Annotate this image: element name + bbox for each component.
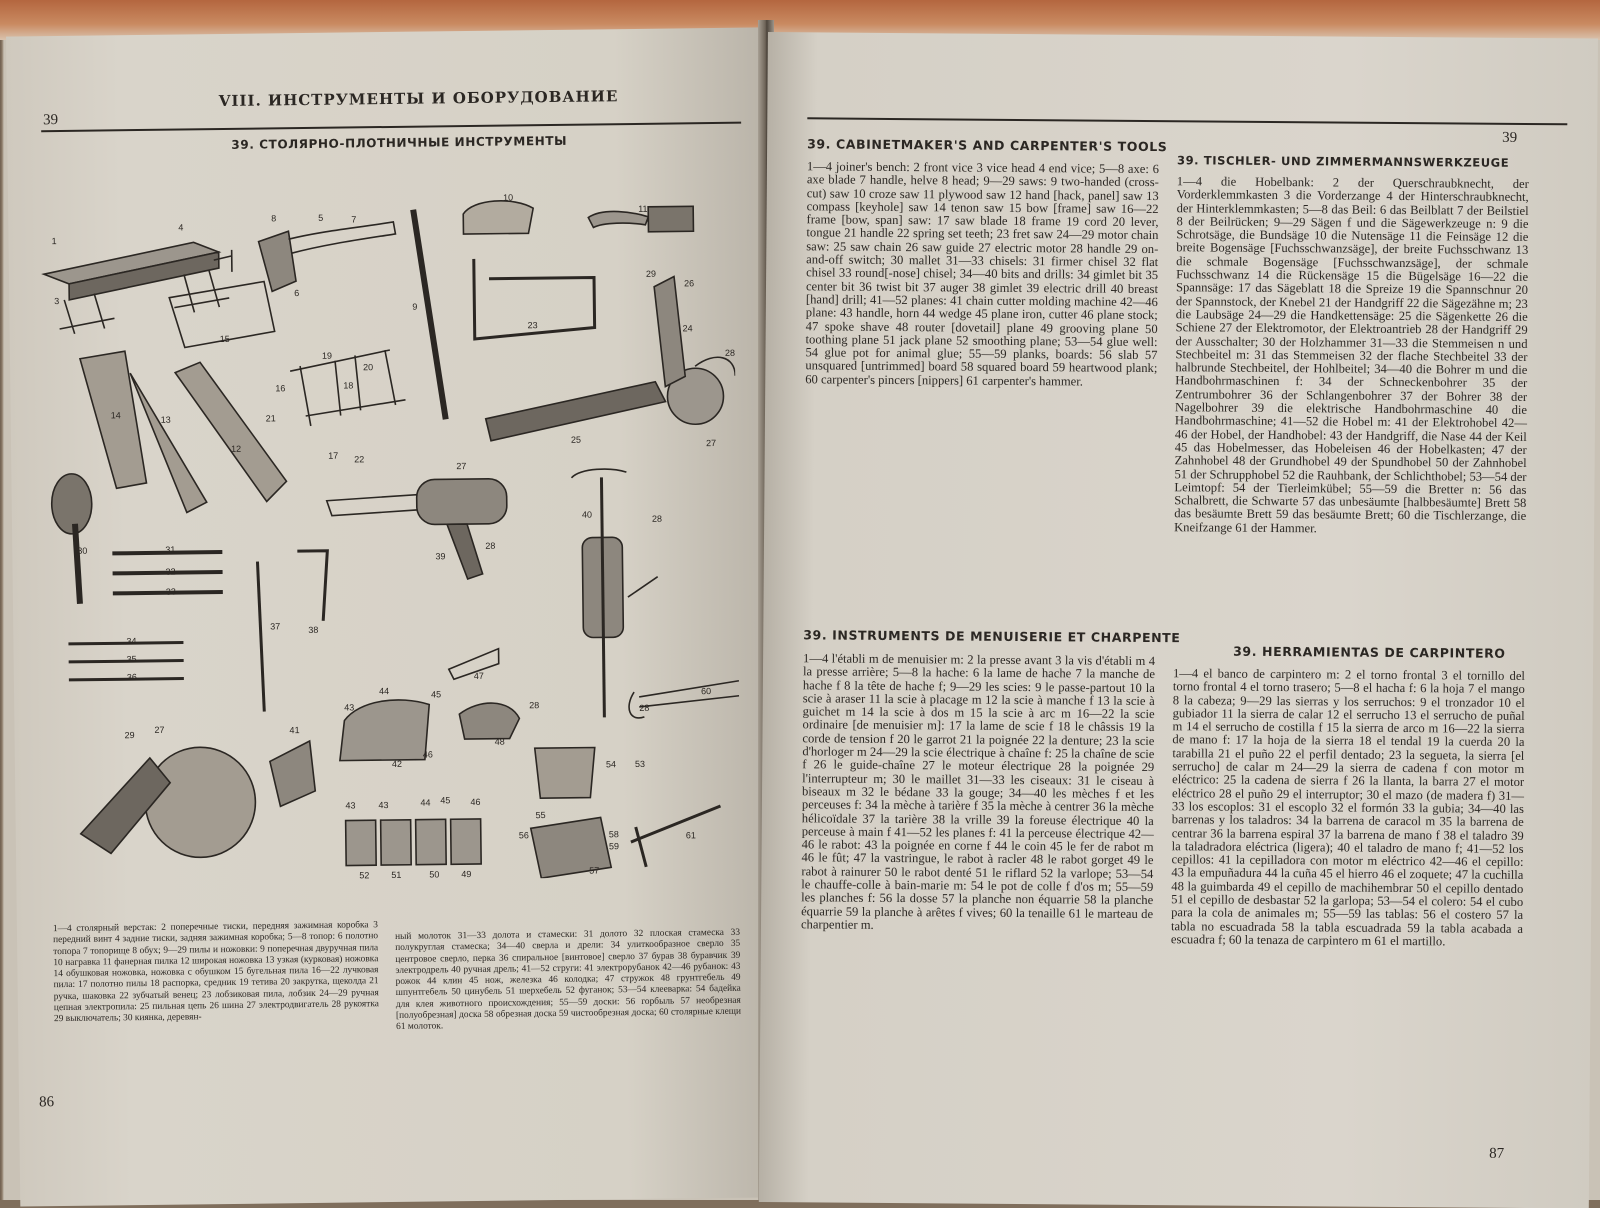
auger-drawing: [257, 562, 264, 712]
svg-text:13: 13: [160, 414, 171, 425]
svg-text:27: 27: [154, 724, 165, 735]
hammer-drawing: [630, 806, 721, 867]
svg-text:45: 45: [440, 795, 451, 806]
crosscut-saw-drawing: [413, 209, 446, 419]
svg-text:36: 36: [126, 672, 137, 683]
svg-text:49: 49: [461, 869, 472, 880]
svg-text:15: 15: [219, 333, 230, 345]
tools-illustration: [33, 176, 741, 884]
svg-text:17: 17: [328, 450, 339, 461]
russian-caption-column-2: ный молоток 31—33 долота и стамески: 31 долото 32 плоская стамеска 33 полукруглая стамеска; 34—40 сверла и дрели: 34 улиткообразное сверло 35 центровое сверло, перка 36 спиральное [винтовое] сверло 37 бурав 38 буравчик 39 электродрель 40 ручная дрель; 41—52 струги: 41 электрорубанок 42—46 рубанок: 43 рожок 44 клин 45 нож, железка 46 колодка; 47 стружок 48 грунтгебель 49 шпунтгебель 50 цинубель 51 шерхебель 52 фуганок; 53—54 клееварка: 54 бадейка для клея животного происхождения; 55—59 доски: 56 горбыль 57 необрезная [полуобрезная] доска 58 обрезная доска 59 чистообрезная доска; 60 столярные клещи 61 молоток.: [394, 927, 742, 1033]
svg-text:12: 12: [231, 443, 242, 454]
svg-text:33: 33: [165, 586, 176, 597]
svg-text:46: 46: [422, 749, 433, 760]
section-title-ru: 39. СТОЛЯРНО-ПЛОТНИЧНЫЕ ИНСТРУМЕНТЫ: [231, 133, 568, 152]
russian-caption-column-1: 1—4 столярный верстак: 2 поперечные тиски, передняя зажимная коробка 3 передний винт 4 задние тиски, задняя зажимная коробка; 5—8 топор: 6 полотно топора 7 топорище 8 обух; 9—29 пилы и ножовки: 9 поперечная двуручная пила 10 награвка 11 фанерная пилка 12 широкая ножовка 13 узкая (курковая) ножовка 14 обушковая ножовка, ножовка с обушком 15 бугельная пила 16—22 лучковая пила: 17 полотно пилы 18 распорка, средник 19 тетива 20 закрутка, щеколда 21 ручка, шаковка 22 зубчатый венец; 23 лобзиковая пила, лобзик 24—29 ручная цепная электропила: 25 пильная цепь 26 шина 27 электродвигатель 28 рукоятка 29 выключатель; 30 киянка, деревян-: [52, 920, 379, 1025]
section-title-es: 39. HERRAMIENTAS DE CARPINTERO: [1233, 643, 1506, 661]
mallet-drawing: [51, 474, 93, 604]
svg-text:29: 29: [124, 730, 135, 741]
svg-text:44: 44: [378, 686, 390, 697]
router-plane-drawing: [459, 703, 519, 739]
right-page-number-top: 39: [1502, 129, 1518, 146]
svg-text:28: 28: [639, 702, 650, 713]
svg-text:43: 43: [378, 800, 389, 811]
right-page: [759, 32, 1598, 1208]
svg-text:5: 5: [318, 212, 324, 223]
axe-drawing: [258, 222, 396, 292]
croze-saw-drawing: [463, 200, 533, 234]
svg-text:44: 44: [420, 797, 431, 808]
electric-drill-drawing: [326, 479, 507, 581]
svg-text:40: 40: [581, 509, 592, 520]
header-rule: [41, 122, 741, 132]
svg-text:41: 41: [289, 725, 300, 736]
right-page-number-bottom: 87: [1489, 1145, 1505, 1162]
svg-text:20: 20: [363, 362, 374, 373]
svg-text:28: 28: [529, 700, 540, 711]
svg-text:26: 26: [684, 278, 695, 289]
svg-text:28: 28: [485, 540, 496, 551]
special-planes-drawing: [346, 819, 482, 866]
svg-text:38: 38: [308, 624, 319, 635]
svg-text:57: 57: [589, 865, 600, 876]
svg-text:11: 11: [638, 203, 648, 214]
svg-text:51: 51: [391, 869, 402, 880]
svg-text:52: 52: [359, 870, 370, 881]
svg-text:4: 4: [178, 222, 184, 233]
svg-text:21: 21: [265, 413, 276, 424]
svg-text:7: 7: [351, 214, 357, 225]
gimlet-drawing: [297, 551, 328, 621]
svg-text:56: 56: [518, 830, 529, 841]
english-text: 1—4 joiner's bench: 2 front vice 3 vice head 4 end vice; 5—8 axe: 6 axe blade 7 handle, helve 8 head; 9—29 saws: 9 two-handed (cross-cut) saw 10 croze saw 11 plywood saw 12 hand [hack, panel] saw 13 compass [keyhole] saw 14 tenon saw 15 bow [frame] saw 16—22 frame [bow, span] saw: 17 saw blade 18 frame 19 cord 20 lever, tongue 21 handle 22 spring set teeth; 23 fret saw 24—29 motor chain saw: 25 saw chain 26 saw guide 27 electric motor 28 handle 29 on-and-off switch; 30 mallet 31—33 chisels: 31 firmer chisel 32 flat chisel 33 round[-nose] chisel; 34—40 bits and drills: 34 gimlet bit 35 center bit 36 twist bit 37 auger 38 gimlet 39 electric drill 40 breast [hand] drill; 41—52 planes: 41 chain cutter molding machine 42—46 plane: 43 handle, horn 44 wedge 45 plane iron, cutter 46 plane stock; 47 spoke shave 48 router [dovetail] plane 49 grooving plane 50 toothing plane 51 jack plane 52 smoothing plane; 53—54 glue well: 54 glue pot for animal glue; 55—59 planks, boards: 56 slab 57 unsquared [untrimmed] board 58 squared board 59 heartwood plank; 60 carpenter's pincers [nippers] 61 carpenter's hammer.: [805, 159, 1159, 389]
german-text: 1—4 die Hobelbank: 2 der Querschraubknecht, der Vorderklemmkasten 3 die Vorderzange 4 der Hinterschraubknecht, der Hinterklemmkasten; 5—8 das Beil: 6 das Beilblatt 7 der Beilstiel 8 der Beilrücken; 9—29 Sägen f und die Sägewerkzeuge n: 9 die Schrotsäge, die Bundsäge 10 die Nutensäge 11 die Feinsäge 12 die breite Bogensäge [Fuchsschwanzsäge], der breite Fuchsschwanz 13 die schmale Bogensäge [Fuchsschwanzsäge], der schmale Fuchsschwanz 14 die Rückensäge 15 die Bügelsäge 16—22 die Spannsäge: 17 das Sägeblatt 18 die Spreize 19 die Spannschnur 20 der Spannstock, der Knebel 21 der Handgriff 22 die Sägezähne m; 23 die Laubsäge 24—29 die Handkettensäge: 25 die Sägenkette 26 die Schiene 27 der Elektromotor, der Elektroantrieb 28 der Handgriff 29 der Ausschalter; 30 der Holzhammer 31—33 die Stemmeisen n und Stechbeitel m: 31 das Stemmeisen 32 der flache Stechbeitel 33 der halbrunde Stechbeitel, der Hohlbeitel; 34—40 die Bohrer m und die Handbohrmaschinen f: 34 der Schneckenbohrer 35 der Zentrumbohrer 36 der Schlangenbohrer 37 der Bohrer 38 der Nagelbohrer 39 die elektrische Handbohrmaschine 40 die Handbohrmaschine; 41—52 die Hobel m: 41 der Elektrohobel 42—46 der Hobel, der Handhobel: 43 der Handgriff, die Nase 44 der Keil 45 das Hobelmesser, das Hobeleisen 46 der Hobelkasten; 47 der Zahnhobel 48 der Grundhobel 49 der Spundhobel 50 der Zahnhobel 51 der Schrupphobel 52 die Rauhbank, der Schlichthobel; 53—54 der Leimtopf: 54 der Tierleimkübel; 55—59 die Bretter n: 56 das Schalbrett, die Schwarte 57 das unbesäumte [halbbesäumte] Brett 58 das besäumte Brett 59 das besäumte Brett; 60 die Tischlerzange, die Kneifzange 61 der Hammer.: [1174, 174, 1529, 536]
svg-text:59: 59: [608, 841, 620, 852]
svg-text:31: 31: [165, 544, 176, 555]
section-title-fr: 39. INSTRUMENTS DE MENUISERIE ET CHARPENTE: [803, 627, 1181, 646]
svg-text:28: 28: [651, 513, 663, 524]
workbench-drawing: [44, 242, 233, 334]
svg-text:16: 16: [275, 383, 286, 394]
svg-text:3: 3: [54, 296, 60, 307]
svg-text:23: 23: [527, 320, 538, 331]
svg-text:14: 14: [110, 410, 121, 421]
glue-pot-drawing: [535, 748, 596, 799]
svg-text:29: 29: [645, 268, 657, 279]
svg-text:47: 47: [473, 670, 484, 681]
svg-text:27: 27: [705, 437, 717, 449]
section-title-en: 39. CABINETMAKER'S AND CARPENTER'S TOOLS: [807, 136, 1168, 155]
svg-text:60: 60: [701, 686, 712, 697]
left-page: [6, 27, 780, 1206]
svg-text:28: 28: [724, 347, 736, 358]
svg-text:27: 27: [456, 461, 467, 472]
svg-text:25: 25: [570, 434, 582, 445]
left-page-number-bottom: 86: [38, 1094, 55, 1111]
svg-text:42: 42: [391, 758, 403, 769]
svg-text:37: 37: [270, 621, 281, 632]
chain-cutter-machine-drawing: [80, 741, 316, 859]
svg-text:22: 22: [354, 454, 365, 465]
svg-text:58: 58: [608, 829, 619, 840]
svg-text:19: 19: [321, 350, 333, 361]
svg-text:61: 61: [685, 830, 696, 841]
chainsaw-drawing: [484, 276, 736, 441]
svg-text:10: 10: [502, 192, 514, 203]
svg-text:32: 32: [165, 566, 176, 577]
svg-text:43: 43: [345, 800, 356, 811]
svg-text:46: 46: [470, 796, 481, 808]
svg-text:53: 53: [634, 758, 646, 770]
svg-text:6: 6: [294, 288, 300, 299]
spanish-text: 1—4 el banco de carpintero m: 2 el torno frontal 3 el tornillo del torno frontal 4 el torno trasero; 5—8 el hacha f: 6 la hoja 7 el mango 8 la cabeza; 9—29 las sierras y los serruchos: 9 el tronzador 10 el gubiador 11 la sierra de calar 12 el serrucho 13 el serrucho de puñal m 14 el serrucho de costilla f 15 la sierra de arco m 16—22 la sierra de mano f: 17 la hoja de la sierra 18 el tendal 19 la cuerda 20 la tarabilla 21 el puño 22 el perfil dentado; 23 la segueta, la sierra [el serrucho] de calar m 24—29 la sierra de cadena f con motor m eléctrico: 25 la cadena de sierra f 26 la llanta, la barra 27 el motor eléctrico 28 el puño 29 el interruptor; 30 el mazo (de madera f) 31—33 los escoplos: 31 el escoplo 32 el formón 33 la gubia; 34—40 las barrenas y los taladros: 34 la barrena de caracol m 35 la barrena de centrar 36 la barrena espiral 37 la barrena de mano f 38 el taladro 39 la taladradora eléctrica (ligera); 40 el taladro de mano f; 41—52 los cepillos: 41 la cepilladora con motor m eléctrico 42—46 el cepillo: 43 la empuñadura 44 la cuña 45 el hierro 46 el zoquete; 47 la cuchilla 48 la guimbarda 49 el cepillo de machihembrar 50 el cepillo dentado 51 el cepillo de desbastar 52 la garlopa; 53—54 el colero: 54 el cubo para la cola de animales m; 55—59 las tablas: 56 el costero 57 la tabla no escuadrada 58 la tabla escuadrada 59 la tabla acabada a escuadra f; 60 la tenaza de carpintero m 61 el martillo.: [1170, 666, 1526, 949]
section-title-de: 39. TISCHLER- UND ZIMMERMANNSWERKZEUGE: [1176, 153, 1510, 170]
svg-text:8: 8: [271, 213, 277, 224]
svg-text:50: 50: [429, 869, 440, 880]
french-text: 1—4 l'établi m de menuisier m: 2 la presse avant 3 la vis d'établi m 4 la presse arrière; 5—8 la hache: 6 la lame de hache 7 la manche de hache f 8 la tête de hache f; 9—29 les scies: 9 le passe-partout 10 la scie à araser 11 la scie à placage m 12 la scie à manche f 13 la scie à guichet m 14 la scie à dos m 15 la scie à arc m 16—22 la scie ordinaire [de menuisier m]: 17 la lame de scie f 18 le châssis 19 la corde de tension f 20 le garrot 21 la poignée 22 la denture; 23 la scie d'horloger m 24—29 la scie électrique à chaîne f: 25 la chaîne de scie f 26 le guide-chaîne 27 le moteur électrique 28 la poignée 29 l'interrupteur m; 30 le maillet 31—33 les ciseaux: 31 le ciseau à biseaux m 32 le bédane 33 la gouge; 34—40 les mèches f et les perceuses f: 34 la mèche à tarière f 35 la mèche à centrer 36 la mèche hélicoïdale 37 la tarière 38 la vrille 39 la foreuse électrique 40 la perceuse à main f 41—52 les planes f: 41 la perceuse électrique 42—46 le rabot: 43 la poignée en corne f 44 le coin 45 le fer de rabot m 46 le fût; 47 la vastringue, le rabot à racler 48 le rabot gorget 49 le rabot à rainurer 50 le rabot denté 51 le riflard 52 la varlope; 53—54 le chauffe-colle à bain-marie m: 54 le pot de colle f d'os m; 55—59 les planches f: 56 la dosse 57 la planche non équarrie 58 la planche équarrie 59 la planche à arêtes f vives; 60 la tenaille 61 le marteau de charpentier m.: [800, 651, 1156, 932]
svg-text:24: 24: [682, 323, 693, 334]
svg-text:48: 48: [494, 736, 505, 747]
left-page-number-top: 39: [42, 112, 59, 129]
svg-text:55: 55: [535, 810, 546, 821]
svg-text:39: 39: [435, 551, 446, 562]
svg-text:35: 35: [126, 654, 137, 665]
svg-text:9: 9: [412, 301, 418, 312]
svg-text:18: 18: [343, 380, 354, 391]
svg-text:43: 43: [344, 702, 355, 713]
svg-text:34: 34: [126, 636, 137, 647]
right-header-rule: [807, 117, 1567, 125]
svg-text:54: 54: [605, 759, 617, 770]
svg-text:1: 1: [51, 236, 57, 247]
svg-text:30: 30: [77, 545, 88, 556]
chapter-title: VIII. ИНСТРУМЕНТЫ И ОБОРУДОВАНИЕ: [218, 87, 619, 111]
breast-drill-drawing: [571, 468, 659, 717]
svg-text:45: 45: [431, 689, 442, 700]
